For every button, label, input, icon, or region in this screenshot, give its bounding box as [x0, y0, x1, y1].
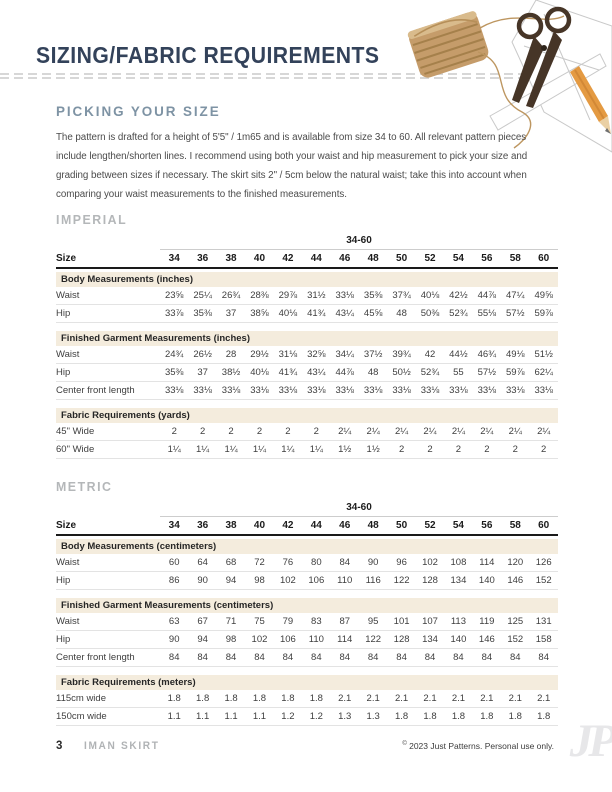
size-header-cell: 54 — [452, 520, 464, 531]
value-cell: 84 — [509, 652, 521, 663]
footer-left — [56, 740, 167, 752]
value-cell: 33⅛ — [278, 385, 298, 396]
value-cell: 1.1 — [252, 711, 267, 722]
value-cell: 2¼ — [480, 426, 494, 437]
value-cell: 24¾ — [164, 349, 184, 360]
size-header-cell: 56 — [481, 520, 493, 531]
row-label: 150cm wide — [56, 711, 107, 722]
value-cell: 23⅝ — [164, 290, 184, 301]
value-cell: 40⅛ — [420, 290, 440, 301]
value-cell: 1¼ — [167, 444, 181, 455]
value-cell: 37 — [225, 308, 237, 319]
value-cell: 114 — [337, 634, 353, 645]
table-row — [56, 287, 558, 305]
value-cell: 67 — [197, 616, 208, 627]
value-cell: 46¾ — [477, 349, 497, 360]
value-cell: 76 — [282, 557, 294, 568]
value-cell: 34¼ — [335, 349, 354, 360]
value-cell: 83 — [311, 616, 322, 627]
value-cell: 29½ — [250, 349, 269, 360]
value-cell: 49⅝ — [534, 290, 553, 301]
size-header-cell: 38 — [225, 520, 237, 531]
value-cell: 75 — [254, 616, 265, 627]
value-cell: 2 — [313, 426, 319, 437]
row-label: Waist — [56, 349, 80, 360]
value-cell: 1.8 — [167, 693, 181, 704]
section-band: Body Measurements (centimeters) — [56, 539, 558, 554]
value-cell: 38⅝ — [250, 308, 269, 319]
value-cell: 101 — [393, 616, 410, 627]
value-cell: 1.2 — [309, 711, 323, 722]
value-cell: 90 — [367, 557, 379, 568]
value-cell: 33⅛ — [250, 385, 269, 396]
twine-spool-icon — [407, 10, 491, 80]
size-header-cell: 44 — [310, 520, 322, 531]
value-cell: 152 — [535, 575, 552, 586]
value-cell: 28 — [225, 349, 237, 360]
size-header-cell: 46 — [339, 520, 351, 531]
value-cell: 2 — [512, 444, 518, 455]
value-cell: 52¾ — [420, 367, 440, 378]
value-cell: 33⅛ — [335, 290, 354, 301]
table-row — [56, 690, 558, 708]
value-cell: 2.1 — [423, 693, 437, 704]
value-cell: 33⅛ — [392, 385, 411, 396]
size-range-row — [56, 235, 558, 250]
table-row — [56, 305, 558, 323]
value-cell: 79 — [282, 616, 294, 627]
value-cell: 2¼ — [394, 426, 409, 437]
value-cell: 57½ — [477, 367, 497, 378]
value-cell: 2 — [285, 426, 291, 437]
range-spacer — [56, 502, 160, 517]
value-cell: 95 — [367, 616, 379, 627]
value-cell: 1.1 — [196, 711, 210, 722]
intro-paragraph: The pattern is drafted for a height of 5'5" / 1m65 and is available from size 34 to 60. All relevant pattern pieces include lengthen/shorten lines. I recommend using both your waist and hip measurement to pick your size and grading between sizes if necessary. The skirt sits 2" / 5cm below the natural waist; take this into account when comparing your waist measurements to the finished measurements. — [56, 132, 528, 200]
value-cell: 2 — [484, 444, 490, 455]
size-range-label: 34-60 — [160, 235, 558, 250]
value-cell: 110 — [337, 575, 353, 586]
value-cell: 2 — [228, 426, 234, 437]
row-label: Center front length — [56, 652, 135, 663]
copyright-text: 2023 Just Patterns. Personal use only. — [406, 741, 554, 751]
row-label: Center front length — [56, 385, 135, 396]
value-cell: 146 — [478, 634, 495, 645]
value-cell: 110 — [308, 634, 324, 645]
value-cell: 43¼ — [335, 308, 354, 319]
value-cell: 158 — [535, 634, 552, 645]
value-cell: 1.8 — [480, 711, 494, 722]
copyright-symbol: © — [402, 741, 407, 748]
table-row — [56, 613, 558, 631]
value-cell: 2 — [199, 426, 206, 437]
value-cell: 2 — [171, 426, 177, 437]
value-cell: 33⅛ — [221, 385, 241, 396]
imperial-heading: IMPERIAL — [56, 212, 128, 227]
value-cell: 50½ — [392, 367, 411, 378]
size-header-row — [56, 517, 558, 536]
value-cell: 64 — [197, 557, 208, 568]
value-cell: 128 — [422, 575, 438, 586]
size-header-cell: 42 — [282, 253, 294, 264]
value-cell: 1¼ — [281, 444, 295, 455]
metric-heading: METRIC — [56, 479, 113, 494]
value-cell: 49⅛ — [506, 349, 525, 360]
value-cell: 33⅛ — [420, 385, 440, 396]
metric-size-table — [56, 502, 558, 726]
value-cell: 1¼ — [252, 444, 267, 455]
value-cell: 72 — [254, 557, 265, 568]
table-sections — [56, 539, 558, 726]
page-number: 3 — [56, 740, 63, 752]
value-cell: 63 — [168, 616, 180, 627]
size-header-cell: 42 — [282, 520, 294, 531]
value-cell: 33⅛ — [534, 385, 553, 396]
value-cell: 40⅛ — [250, 367, 269, 378]
value-cell: 2.1 — [394, 693, 409, 704]
size-header-cell: 46 — [339, 253, 351, 264]
value-cell: 84 — [424, 652, 436, 663]
value-cell: 84 — [197, 652, 208, 663]
value-cell: 37¾ — [392, 290, 411, 301]
table-row — [56, 649, 558, 667]
value-cell: 44⅞ — [335, 367, 354, 378]
section-band: Finished Garment Measurements (inches) — [56, 331, 558, 346]
value-cell: 84 — [225, 652, 237, 663]
value-cell: 102 — [422, 557, 438, 568]
just-patterns-logo: JP — [569, 715, 612, 767]
value-cell: 2 — [541, 444, 547, 455]
value-cell: 48 — [396, 308, 407, 319]
value-cell: 38½ — [221, 367, 241, 378]
value-cell: 62¼ — [534, 367, 553, 378]
value-cell: 40⅛ — [278, 308, 298, 319]
value-cell: 98 — [254, 575, 265, 586]
size-header-cell: 50 — [396, 520, 408, 531]
value-cell: 113 — [450, 616, 466, 627]
value-cell: 1.1 — [167, 711, 181, 722]
size-range-label: 34-60 — [160, 502, 558, 517]
table-row — [56, 423, 558, 441]
copyright-notice — [402, 741, 554, 751]
section-band: Body Measurements (inches) — [56, 272, 558, 287]
size-column-header: Size — [56, 520, 77, 531]
size-header-cell: 38 — [225, 253, 237, 264]
value-cell: 1.2 — [281, 711, 295, 722]
row-label: Waist — [56, 557, 80, 568]
size-header-cell: 44 — [310, 253, 322, 264]
value-cell: 33⅛ — [307, 385, 326, 396]
value-cell: 33⅛ — [193, 385, 212, 396]
value-cell: 1½ — [338, 444, 352, 455]
size-range-row — [56, 502, 558, 517]
value-cell: 1.8 — [224, 693, 238, 704]
value-cell: 33⅛ — [449, 385, 468, 396]
value-cell: 2 — [398, 444, 405, 455]
value-cell: 33⅛ — [164, 385, 184, 396]
value-cell: 25¼ — [193, 290, 212, 301]
value-cell: 1½ — [366, 444, 380, 455]
value-cell: 84 — [396, 652, 407, 663]
value-cell: 52¾ — [449, 308, 468, 319]
value-cell: 2.1 — [480, 693, 494, 704]
value-cell: 2.1 — [537, 693, 551, 704]
value-cell: 116 — [365, 575, 381, 586]
value-cell: 1.8 — [309, 693, 323, 704]
value-cell: 90 — [197, 575, 208, 586]
value-cell: 35⅜ — [164, 367, 184, 378]
value-cell: 44½ — [449, 349, 468, 360]
value-cell: 84 — [168, 652, 180, 663]
value-cell: 59⅞ — [506, 367, 525, 378]
value-cell: 152 — [507, 634, 524, 645]
value-cell: 1.3 — [338, 711, 352, 722]
value-cell: 42 — [424, 349, 436, 360]
size-header-cell: 52 — [424, 520, 436, 531]
value-cell: 55⅛ — [477, 308, 497, 319]
size-header-cell: 56 — [481, 253, 493, 264]
table-row — [56, 441, 558, 459]
value-cell: 2 — [427, 444, 433, 455]
value-cell: 1.8 — [281, 693, 295, 704]
value-cell: 35⅜ — [363, 290, 383, 301]
value-cell: 2¼ — [366, 426, 380, 437]
value-cell: 1.8 — [252, 693, 267, 704]
value-cell: 134 — [450, 575, 467, 586]
value-cell: 87 — [339, 616, 351, 627]
value-cell: 44⅞ — [477, 290, 497, 301]
value-cell: 68 — [225, 557, 237, 568]
value-cell: 94 — [225, 575, 237, 586]
section-band: Fabric Requirements (meters) — [56, 675, 558, 690]
value-cell: 51½ — [534, 349, 553, 360]
row-label: Waist — [56, 290, 80, 301]
size-header-cell: 48 — [367, 520, 379, 531]
value-cell: 90 — [168, 634, 180, 645]
value-cell: 2¼ — [508, 426, 522, 437]
table-row — [56, 364, 558, 382]
value-cell: 2¼ — [338, 426, 352, 437]
value-cell: 2.1 — [508, 693, 522, 704]
value-cell: 71 — [225, 616, 237, 627]
value-cell: 134 — [422, 634, 438, 645]
value-cell: 146 — [507, 575, 524, 586]
value-cell: 33⅛ — [477, 385, 497, 396]
value-cell: 96 — [396, 557, 407, 568]
value-cell: 45⅝ — [363, 308, 383, 319]
value-cell: 106 — [308, 575, 325, 586]
value-cell: 57½ — [506, 308, 525, 319]
value-cell: 1.3 — [366, 711, 380, 722]
value-cell: 47¼ — [506, 290, 525, 301]
value-cell: 31½ — [307, 290, 326, 301]
value-cell: 28⅜ — [250, 290, 269, 301]
value-cell: 2¼ — [451, 426, 466, 437]
value-cell: 128 — [393, 634, 410, 645]
value-cell: 86 — [168, 575, 180, 586]
value-cell: 31⅛ — [278, 349, 298, 360]
table-sections — [56, 272, 558, 459]
value-cell: 26¾ — [221, 290, 241, 301]
value-cell: 2¼ — [537, 426, 551, 437]
size-header-cell: 50 — [396, 253, 408, 264]
row-label: 115cm wide — [56, 693, 106, 704]
size-header-row — [56, 250, 558, 269]
value-cell: 122 — [393, 575, 410, 586]
value-cell: 140 — [478, 575, 495, 586]
value-cell: 98 — [225, 634, 237, 645]
value-cell: 41¾ — [278, 367, 298, 378]
value-cell: 1.1 — [224, 711, 238, 722]
value-cell: 1.8 — [451, 711, 466, 722]
value-cell: 107 — [422, 616, 438, 627]
value-cell: 84 — [311, 652, 322, 663]
value-cell: 50⅜ — [420, 308, 440, 319]
value-cell: 102 — [251, 634, 268, 645]
size-column-header: Size — [56, 253, 77, 264]
row-label: 45" Wide — [56, 426, 95, 437]
value-cell: 2 — [455, 444, 462, 455]
value-cell: 55 — [453, 367, 464, 378]
value-cell: 84 — [282, 652, 294, 663]
size-header-cell: 34 — [168, 520, 180, 531]
table-row — [56, 572, 558, 590]
value-cell: 122 — [365, 634, 382, 645]
page-content — [56, 103, 558, 726]
value-cell: 84 — [481, 652, 493, 663]
value-cell: 84 — [339, 652, 351, 663]
value-cell: 1.8 — [196, 693, 210, 704]
value-cell: 119 — [479, 616, 495, 627]
value-cell: 125 — [507, 616, 524, 627]
value-cell: 106 — [279, 634, 296, 645]
value-cell: 1¼ — [224, 444, 238, 455]
pattern-name: IMAN SKIRT — [84, 740, 161, 752]
table-row — [56, 346, 558, 364]
value-cell: 1.8 — [394, 711, 409, 722]
value-cell: 84 — [538, 652, 549, 663]
value-cell: 1.8 — [537, 711, 551, 722]
row-label: 60" Wide — [56, 444, 95, 455]
value-cell: 33⅛ — [335, 385, 354, 396]
value-cell: 59⅞ — [534, 308, 553, 319]
value-cell: 1.8 — [423, 711, 437, 722]
value-cell: 84 — [453, 652, 464, 663]
size-header-cell: 40 — [253, 520, 266, 531]
value-cell: 120 — [507, 557, 524, 568]
size-header-cell: 34 — [168, 253, 180, 264]
value-cell: 32⅝ — [307, 349, 326, 360]
value-cell: 80 — [311, 557, 322, 568]
size-header-cell: 58 — [509, 520, 521, 531]
value-cell: 39¾ — [392, 349, 411, 360]
value-cell: 2¼ — [423, 426, 437, 437]
value-cell: 37 — [197, 367, 208, 378]
value-cell: 84 — [254, 652, 265, 663]
section-band: Finished Garment Measurements (centimeters) — [56, 598, 558, 613]
value-cell: 126 — [535, 557, 552, 568]
size-header-cell: 58 — [509, 253, 521, 264]
size-header-cell: 54 — [452, 253, 464, 264]
value-cell: 108 — [450, 557, 467, 568]
value-cell: 43¼ — [307, 367, 326, 378]
size-header-cell: 36 — [197, 520, 209, 531]
value-cell: 41¾ — [307, 308, 326, 319]
value-cell: 2.1 — [338, 693, 352, 704]
row-label: Hip — [56, 367, 71, 378]
table-row — [56, 554, 558, 572]
value-cell: 35⅜ — [193, 308, 212, 319]
value-cell: 1¼ — [309, 444, 323, 455]
section-heading-picking-your-size: PICKING YOUR SIZE — [56, 103, 221, 119]
row-label: Hip — [56, 575, 71, 586]
page-title: SIZING/FABRIC REQUIREMENTS — [36, 42, 380, 69]
table-row — [56, 708, 558, 726]
row-label: Waist — [56, 616, 80, 627]
value-cell: 2.1 — [451, 693, 466, 704]
value-cell: 60 — [168, 557, 180, 568]
value-cell: 33⅛ — [363, 385, 383, 396]
value-cell: 1¼ — [196, 444, 210, 455]
value-cell: 2.1 — [366, 693, 380, 704]
size-header-cell: 52 — [424, 253, 436, 264]
value-cell: 29⅞ — [278, 290, 298, 301]
value-cell: 94 — [197, 634, 208, 645]
range-spacer — [56, 235, 160, 250]
value-cell: 140 — [450, 634, 467, 645]
value-cell: 33⅞ — [164, 308, 184, 319]
size-header-cell: 60 — [538, 520, 550, 531]
value-cell: 84 — [339, 557, 351, 568]
table-row — [56, 631, 558, 649]
size-header-cell: 48 — [367, 253, 379, 264]
row-label: Hip — [56, 308, 71, 319]
size-header-cell: 60 — [538, 253, 550, 264]
value-cell: 48 — [367, 367, 379, 378]
value-cell: 114 — [479, 557, 495, 568]
value-cell: 26½ — [193, 349, 212, 360]
size-header-cell: 40 — [253, 253, 266, 264]
value-cell: 84 — [367, 652, 379, 663]
value-cell: 1.8 — [508, 711, 522, 722]
value-cell: 33⅛ — [506, 385, 525, 396]
table-row — [56, 382, 558, 400]
section-band: Fabric Requirements (yards) — [56, 408, 558, 423]
value-cell: 102 — [279, 575, 296, 586]
size-header-cell: 36 — [197, 253, 209, 264]
value-cell: 131 — [535, 616, 552, 627]
value-cell: 2 — [256, 426, 263, 437]
value-cell: 37½ — [363, 349, 383, 360]
value-cell: 42½ — [449, 290, 468, 301]
row-label: Hip — [56, 634, 71, 645]
imperial-size-table — [56, 235, 558, 459]
